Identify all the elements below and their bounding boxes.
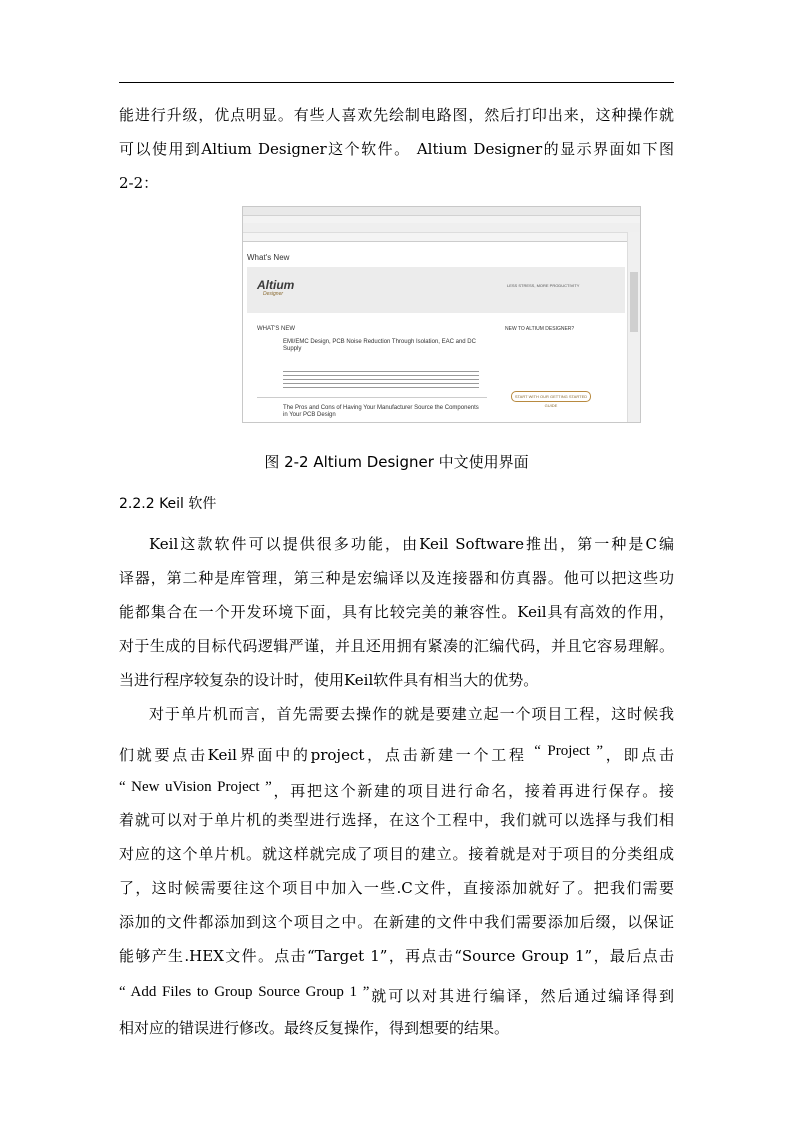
text-line: 对于生成的目标代码逻辑严谨，并且还用拥有紧凑的汇编代码，并且它容易理解。 <box>119 637 674 655</box>
text-line: “ Add Files to Group Source Group 1 ”就可以对其进行编译，然后通过编译得到 <box>119 984 674 1005</box>
text-line: 着就可以对于单片机的类型进行选择，在这个工程中，我们就可以选择与我们相 <box>119 811 674 829</box>
fig-whats-new-title: What's New <box>247 253 290 262</box>
text-line: 可以使用到Altium Designer这个软件。 Altium Designer的显示界面如下图 <box>119 140 674 158</box>
text-line: 相对应的错误进行修改。最终反复操作，得到想要的结果。 <box>119 1019 510 1037</box>
fig-toolbar <box>243 223 640 233</box>
fig-banner <box>247 267 625 313</box>
text-line: 添加的文件都添加到这个项目之中。在新建的文件中我们需要添加后缀，以保证 <box>119 913 674 931</box>
altium-logo: Altium <box>257 278 295 292</box>
altium-logo-sub: Designer <box>263 291 284 297</box>
altium-designer-screenshot <box>242 206 641 423</box>
text-line: 能都集合在一个开发环境下面，具有比较完美的兼容性。Keil具有高效的作用， <box>119 603 674 621</box>
text-line: “ New uVision Project ”，再把这个新建的项目进行命名，接着再进行保存。接 <box>119 779 674 800</box>
fig-separator <box>257 397 487 398</box>
fig-scrollbar <box>627 232 640 422</box>
fig-article-title: EMI/EMC Design, PCB Noise Reduction Through Isolation, EAC and DC Supply <box>283 339 476 352</box>
fig-sidebar-heading: NEW TO ALTIUM DESIGNER? <box>505 326 575 332</box>
fig-guide-button: START WITH OUR GETTING STARTED GUIDE <box>511 391 591 402</box>
fig-menubar <box>243 216 640 223</box>
figure-caption: 图 2-2 Altium Designer 中文使用界面 <box>264 453 529 471</box>
fig-tabs <box>243 233 640 242</box>
text-line: 当进行程序较复杂的设计时，使用Keil软件具有相当大的优势。 <box>119 671 539 689</box>
paragraph-project <box>119 697 674 1045</box>
fig-article-body <box>283 371 479 391</box>
text-line: Keil这款软件可以提供很多功能，由Keil Software推出，第一种是C编 <box>149 535 674 553</box>
paragraph-intro <box>119 98 674 200</box>
fig-banner-tagline: LESS STRESS, MORE PRODUCTIVITY <box>507 283 580 288</box>
text-line: 们就要点击Keil界面中的project，点击新建一个工程 “ Project ”，即点击 <box>119 743 674 764</box>
text-line: 了，这时候需要往这个项目中加入一些.C文件，直接添加就好了。把我们需要 <box>119 879 674 897</box>
text-line: 译器，第二种是库管理，第三种是宏编译以及连接器和仿真器。他可以把这些功 <box>119 569 674 587</box>
fig-article-title: The Pros and Cons of Having Your Manufacturer Source the Components in Your PCB Design <box>283 405 479 418</box>
header-rule <box>119 82 674 83</box>
fig-section-heading: WHAT'S NEW <box>257 326 296 332</box>
text-line: 能够产生.HEX文件。点击“Target 1”，再点击“Source Group 1”，最后点击 <box>119 947 674 965</box>
text-line: 对应的这个单片机。就这样就完成了项目的建立。接着就是对于项目的分类组成 <box>119 845 674 863</box>
paragraph-keil <box>119 527 674 697</box>
text-line: 对于单片机而言，首先需要去操作的就是要建立起一个项目工程，这时候我 <box>149 705 674 723</box>
section-heading: 2.2.2 Keil 软件 <box>119 496 217 512</box>
text-line: 能进行升级，优点明显。有些人喜欢先绘制电路图，然后打印出来，这种操作就 <box>119 106 674 124</box>
fig-sidebar <box>505 326 623 332</box>
text-line: 2-2： <box>119 174 159 192</box>
fig-titlebar <box>243 207 640 216</box>
